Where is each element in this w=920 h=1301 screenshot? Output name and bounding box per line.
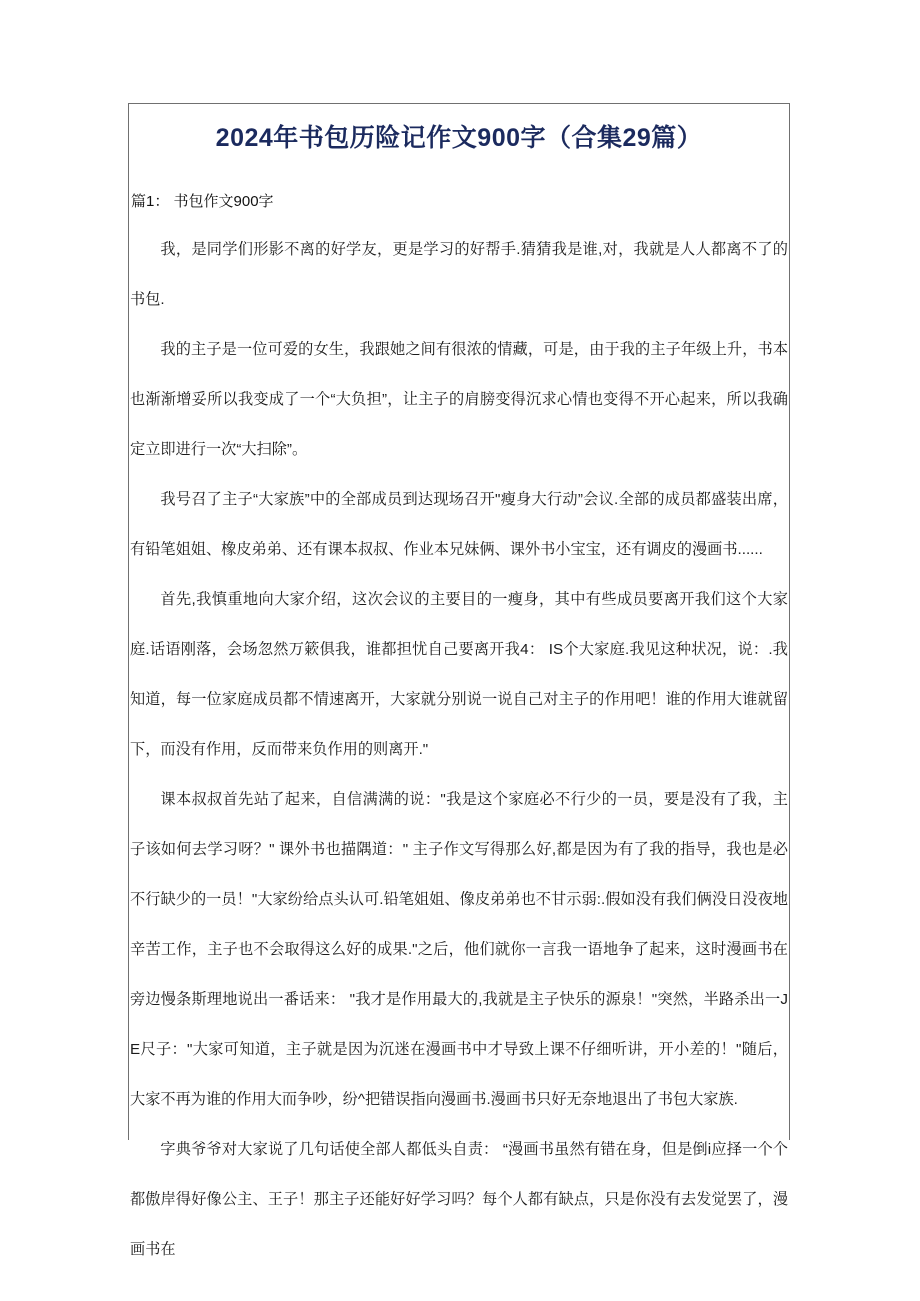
paragraph: 我，是同学们形影不离的好学友，更是学习的好帮手.猜猜我是谁,对，我就是人人都离不了的书包. xyxy=(130,240,788,308)
section-heading: 篇1： 书包作文900字 xyxy=(131,192,274,210)
paragraph: 我的主子是一位可爱的女生，我跟她之间有很浓的情藏，可是，由于我的主子年级上升，书本也渐渐增妥所以我变成了一个“大负担”，让主子的肩膀变得沉求心情也变得不开心起来，所以我确定立即进行一次“大扫除”。 xyxy=(130,340,788,458)
document-page xyxy=(128,103,790,1258)
paragraph: 课本叔叔首先站了起来，自信满满的说："我是这个家庭必不行少的一员，要是没有了我，主子该如何去学习呀？" 课外书也描隅道：" 主子作文写得那么好,都是因为有了我的指导，我也是必不行缺少的一员！"大家纷给点头认可.铅笔姐姐、像皮弟弟也不甘示弱:.假如没有我们俩没日没夜地辛苦工作，主子也不会取得这么好的成果."之后，他们就你一言我一语地争了起来，这时漫画书在旁边慢条斯理地说出一番话来： "我才是作用最大的,我就是主子快乐的源泉！"突然，半路杀出一JE尺子："大家可知道，主子就是因为沉迷在漫画书中才导致上课不仔细听讲，开小差的！"随后，大家不再为谁的作用大而争吵，纷^把错误指向漫画书.漫画书只好无奈地退出了书包大家族. xyxy=(130,790,788,1108)
body-text xyxy=(129,225,789,1275)
paragraph: 我号召了主子“大家族”中的全部成员到达现场召开"瘦身大行动”会议.全部的成员都盛装出席，有铅笔姐姐、橡皮弟弟、还有课本叔叔、作业本兄妹俩、课外书小宝宝，还有调皮的漫画书...... xyxy=(130,490,788,558)
page-content xyxy=(129,104,789,1275)
page-title: 2024年书包历险记作文900字（合集29篇） xyxy=(215,124,703,152)
paragraph: 首先,我慎重地向大家介绍，这次会议的主要目的一瘦身，其中有些成员要离开我们这个大家庭.话语刚落，会场忽然万簌俱我，谁都担忧自己要离开我4： IS个大家庭.我见这种状况，说：.我知道，每一位家庭成员都不情速离开，大家就分别说一说自己对主子的作用吧！谁的作用大谁就留下，而没有作用，反而带来负作用的则离开." xyxy=(130,590,788,758)
paragraph: 字典爷爷对大家说了几句话使全部人都低头自责： “漫画书虽然有错在身，但是倒i应择一个个都傲岸得好像公主、王子！那主子还能好好学习吗？每个人都有缺点，只是你没有去发觉罢了，漫画书在 xyxy=(130,1140,788,1258)
